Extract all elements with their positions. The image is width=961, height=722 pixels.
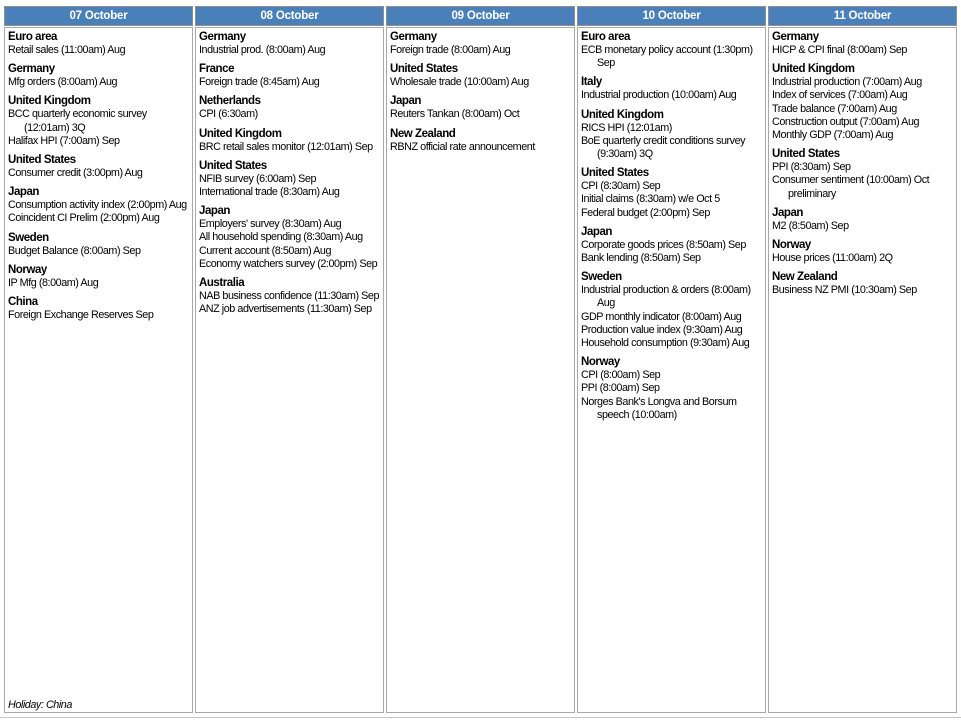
country-group [772, 206, 953, 233]
country-group [199, 62, 380, 89]
country-group [772, 147, 953, 201]
event-item: Economy watchers survey (2:00pm) Sep [199, 257, 378, 270]
country-label: Japan [581, 225, 612, 238]
event-item: Coincident CI Prelim (2:00pm) Aug [8, 212, 160, 225]
event-item: Business NZ PMI (10:30am) Sep [772, 284, 917, 297]
country-label: United States [390, 63, 458, 76]
country-group [390, 94, 571, 121]
country-group [8, 295, 189, 322]
event-item: Halifax HPI (7:00am) Sep [8, 134, 120, 147]
date-header-09-october: 09 October [386, 6, 575, 26]
country-label: United Kingdom [8, 95, 91, 108]
day-events-list [772, 30, 953, 297]
event-item: Retail sales (11:00am) Aug [8, 44, 126, 56]
event-item: M2 (8:50am) Sep [772, 219, 849, 232]
event-item: Industrial prod. (8:00am) Aug [199, 44, 326, 56]
event-item: Foreign Exchange Reserves Sep [8, 309, 154, 322]
economic-calendar [2, 5, 959, 714]
country-group [772, 62, 953, 142]
event-item: Industrial production (10:00am) Aug [581, 89, 737, 102]
country-label: Japan [199, 205, 230, 218]
event-item: International trade (8:30am) Aug [199, 186, 340, 199]
country-group [8, 263, 189, 290]
country-group [199, 94, 380, 121]
event-item: ECB monetary policy account (1:30pm) Sep [581, 44, 753, 70]
country-label: United States [8, 154, 76, 167]
date-header-10-october: 10 October [577, 6, 766, 26]
country-group [199, 127, 380, 154]
country-label: Netherlands [199, 95, 261, 108]
event-item: Foreign trade (8:00am) Aug [390, 44, 511, 56]
country-label: Germany [772, 31, 819, 43]
event-item: Monthly GDP (7:00am) Aug [772, 129, 894, 142]
event-item: CPI (6:30am) [199, 108, 258, 121]
event-item: CPI (8:00am) Sep [581, 369, 661, 382]
event-item: BCC quarterly economic survey (12:01am) 3Q [8, 108, 147, 134]
event-item: Industrial production & orders (8:00am) Aug [581, 284, 751, 310]
country-label: United States [581, 167, 649, 180]
day-events-list [581, 30, 762, 422]
country-label: Sweden [581, 271, 622, 284]
economic-calendar-table [2, 5, 959, 714]
country-group [581, 108, 762, 162]
country-group [8, 231, 189, 258]
day-column-08-october [195, 27, 384, 713]
event-item: Corporate goods prices (8:50am) Sep [581, 238, 746, 251]
event-item: Consumption activity index (2:00pm) Aug [8, 199, 187, 212]
event-item: Budget Balance (8:00am) Sep [8, 244, 141, 257]
event-item: Consumer credit (3:00pm) Aug [8, 167, 143, 180]
country-group [199, 204, 380, 271]
country-label: United Kingdom [199, 127, 282, 140]
country-label: Germany [390, 31, 437, 43]
bottom-divider [0, 717, 961, 718]
country-label: Australia [199, 277, 245, 290]
country-group [581, 75, 762, 102]
event-item: CPI (8:30am) Sep [581, 180, 661, 193]
date-header-08-october: 08 October [195, 6, 384, 26]
event-item: PPI (8:30am) Sep [772, 161, 851, 174]
country-group [581, 225, 762, 265]
event-item: PPI (8:00am) Sep [581, 382, 660, 395]
event-item: Initial claims (8:30am) w/e Oct 5 [581, 193, 720, 206]
country-label: Germany [8, 63, 55, 76]
day-events-list [199, 30, 380, 316]
event-item: Trade balance (7:00am) Aug [772, 102, 897, 115]
country-label: United States [772, 148, 840, 161]
event-item: BRC retail sales monitor (12:01am) Sep [199, 140, 373, 153]
country-group [390, 127, 571, 154]
country-label: New Zealand [772, 271, 838, 284]
day-events-list [8, 30, 189, 322]
country-label: United Kingdom [772, 63, 855, 76]
country-label: Euro area [8, 31, 58, 43]
country-label: Japan [772, 206, 803, 219]
day-column-10-october [577, 27, 766, 713]
event-item: IP Mfg (8:00am) Aug [8, 276, 99, 289]
date-header-11-october: 11 October [768, 6, 957, 26]
day-events-list [390, 30, 571, 154]
country-group [390, 62, 571, 89]
event-item: Household consumption (9:30am) Aug [581, 337, 750, 350]
holiday-note: Holiday: China [8, 699, 72, 711]
event-item: BoE quarterly credit conditions survey (9:30am) 3Q [581, 134, 746, 161]
country-label: Norway [772, 239, 811, 252]
country-group [199, 159, 380, 199]
country-group [199, 276, 380, 316]
event-item: Bank lending (8:50am) Sep [581, 252, 701, 265]
event-item: Federal budget (2:00pm) Sep [581, 206, 710, 219]
day-column-11-october [768, 27, 957, 713]
country-group [581, 166, 762, 220]
country-label: Norway [8, 263, 47, 276]
event-item: HICP & CPI final (8:00am) Sep [772, 44, 907, 56]
country-label: New Zealand [390, 127, 456, 140]
country-group [581, 30, 762, 70]
event-item: Foreign trade (8:45am) Aug [199, 76, 320, 89]
event-item: Construction output (7:00am) Aug [772, 115, 920, 128]
country-group [581, 355, 762, 422]
calendar-body-row [4, 27, 957, 713]
event-item: Wholesale trade (10:00am) Aug [390, 76, 529, 89]
event-item: ANZ job advertisements (11:30am) Sep [199, 303, 372, 316]
country-group [8, 30, 189, 57]
event-item: NAB business confidence (11:30am) Sep [199, 290, 380, 303]
country-group [772, 270, 953, 297]
country-group [8, 62, 189, 89]
country-label: Euro area [581, 31, 631, 43]
event-item: Industrial production (7:00am) Aug [772, 76, 922, 89]
event-item: NFIB survey (6:00am) Sep [199, 172, 317, 185]
country-label: China [8, 296, 38, 309]
country-group [772, 238, 953, 265]
event-item: Reuters Tankan (8:00am) Oct [390, 108, 520, 121]
country-group [390, 30, 571, 57]
event-item: Employers' survey (8:30am) Aug [199, 218, 342, 231]
country-label: Italy [581, 76, 602, 89]
event-item: Norges Bank's Longva and Borsum speech (10:00am) [581, 395, 737, 421]
event-item: Current account (8:50am) Aug [199, 244, 332, 257]
country-group [772, 30, 953, 57]
event-item: GDP monthly indicator (8:00am) Aug [581, 310, 742, 323]
date-header-07-october: 07 October [4, 6, 193, 26]
country-label: Sweden [8, 231, 49, 244]
country-group [8, 153, 189, 180]
country-label: Germany [199, 31, 246, 43]
country-group [581, 270, 762, 350]
event-item: All household spending (8:30am) Aug [199, 231, 363, 244]
event-item: Mfg orders (8:00am) Aug [8, 76, 118, 89]
country-label: Japan [8, 186, 39, 199]
event-item: RBNZ official rate announcement [390, 140, 535, 153]
country-group [8, 185, 189, 225]
country-label: United Kingdom [581, 108, 664, 121]
event-item: RICS HPI (12:01am) [581, 121, 672, 134]
country-label: France [199, 63, 235, 76]
calendar-header-row [4, 6, 957, 26]
country-group [8, 94, 189, 148]
event-item: Index of services (7:00am) Aug [772, 89, 908, 102]
event-item: Consumer sentiment (10:00am) Oct preliminary [772, 174, 930, 200]
day-column-07-october [4, 27, 193, 713]
country-label: Norway [581, 356, 620, 369]
event-item: Production value index (9:30am) Aug [581, 323, 743, 336]
country-label: Japan [390, 95, 421, 108]
country-group [199, 30, 380, 57]
event-item: House prices (11:00am) 2Q [772, 252, 893, 265]
day-column-09-october [386, 27, 575, 713]
country-label: United States [199, 159, 267, 172]
